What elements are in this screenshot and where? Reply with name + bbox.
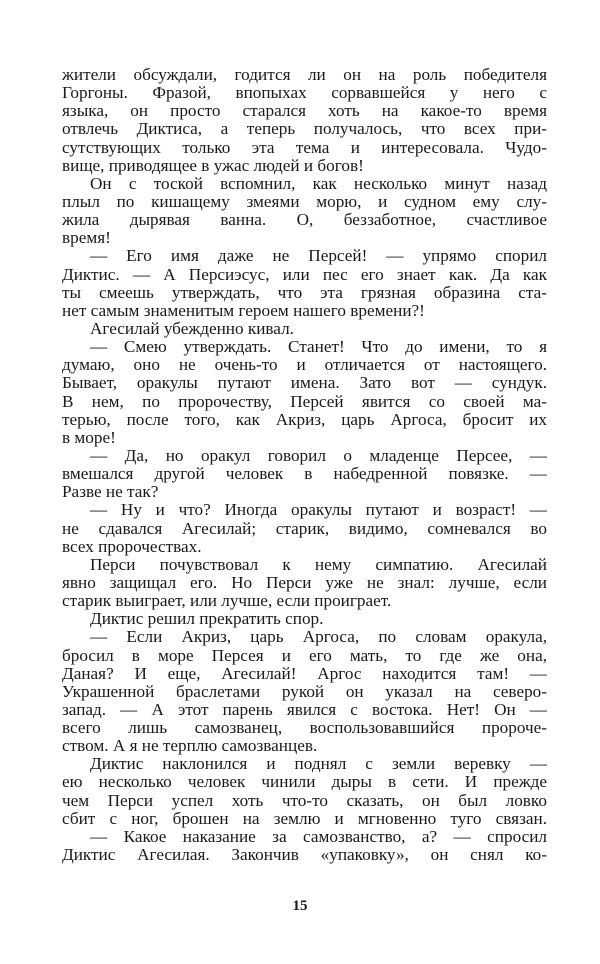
text-line: — Смею утверждать. Станет! Что до имени, то я bbox=[90, 337, 547, 357]
text-line: запад. — А этот парень явился с востока. Нет! Он — bbox=[62, 699, 547, 719]
text-line: языка, он просто старался хоть на какое-то время bbox=[62, 101, 547, 121]
text-line: — Если Акриз, царь Аргоса, по словам оракула, bbox=[90, 627, 547, 647]
text-line: старик выиграет, или лучше, если проиграет. bbox=[62, 591, 392, 611]
text-line: жила дырявая ванна. О, беззаботное, счастливое bbox=[62, 210, 547, 230]
text-line: — Ну и что? Иногда оракулы путают и возраст! — bbox=[90, 500, 547, 520]
text-line: Разве не так? bbox=[62, 482, 159, 502]
text-line: бросил в море Персея и его мать, то где же она, bbox=[62, 645, 547, 665]
page-number: 15 bbox=[292, 898, 308, 914]
text-line: — Какое наказание за самозванство, а? — спросил bbox=[90, 826, 547, 846]
text-line: — Его имя даже не Персей! — упрямо спорил bbox=[90, 246, 547, 266]
text-line: Бывает, оракулы путают имена. Зато вот — сундук. bbox=[62, 373, 547, 393]
text-line: Перси почувствовал к нему симпатию. Агесилай bbox=[90, 554, 547, 574]
text-line: всех пророчествах. bbox=[62, 536, 202, 556]
text-line: Диктис наклонился и поднял с земли веревку — bbox=[90, 754, 547, 774]
text-line: терью, после того, как Акриз, царь Аргоса, бросит их bbox=[62, 409, 547, 429]
text-line: время! bbox=[62, 228, 111, 248]
text-line: сутствующих только эта тема и интересовала. Чудо- bbox=[62, 137, 547, 157]
text-line: чем Перси успел хоть что-то сказать, он был ловко bbox=[62, 790, 547, 810]
text-line: в море! bbox=[62, 427, 116, 447]
text-line: всего лишь самозванец, воспользовавшийся пророче- bbox=[62, 718, 547, 738]
text-line: Украшенной браслетами рукой он указал на северо- bbox=[62, 681, 547, 701]
text-line: Агесилай убежденно кивал. bbox=[90, 318, 294, 338]
text-line: Даная? И еще, Агесилай! Аргос находится там! — bbox=[62, 663, 547, 683]
text-line: Диктис. — А Персиэсус, или пес его знает как. Да как bbox=[62, 264, 547, 284]
page-text-body bbox=[62, 66, 547, 864]
text-line: жители обсуждали, годится ли он на роль победителя bbox=[62, 65, 547, 84]
text-line: явно защищал его. Но Перси уже не знал: лучше, если bbox=[62, 572, 547, 592]
text-line: ты смеешь утверждать, что эта грязная образина ста- bbox=[62, 282, 547, 302]
text-line: плыл по кишащему змеями морю, и судном ему слу- bbox=[62, 191, 547, 211]
text-line: нет самым знаменитым героем нашего времени?! bbox=[62, 300, 425, 320]
text-line: вмешался другой человек в набедренной повязке. — bbox=[62, 464, 547, 484]
text-line: отвлечь Диктиса, а теперь получалось, что всех при- bbox=[62, 119, 547, 139]
text-line: сбит с ног, брошен на землю и мгновенно туго связан. bbox=[62, 808, 547, 828]
text-line: Диктис Агесилая. Закончив «упаковку», он снял ко- bbox=[62, 845, 547, 865]
text-line: ею несколько человек чинили дыры в сети. И прежде bbox=[62, 772, 547, 792]
text-line: Горгоны. Фразой, впопыхах сорвавшейся у него с bbox=[62, 83, 547, 103]
text-line: не сдавался Агесилай; старик, видимо, сомневался во bbox=[62, 518, 547, 538]
text-line: ством. А я не терплю самозванцев. bbox=[62, 736, 318, 756]
text-line: Диктис решил прекратить спор. bbox=[90, 609, 324, 629]
text-line: В нем, по пророчеству, Персей явится со своей ма- bbox=[62, 391, 547, 411]
text-line: вище, приводящее в ужас людей и богов! bbox=[62, 155, 364, 175]
text-line: Он с тоской вспомнил, как несколько минут назад bbox=[90, 173, 547, 193]
text-line: думаю, оно не очень-то и отличается от настоящего. bbox=[62, 355, 547, 375]
text-line: — Да, но оракул говорил о младенце Персее, — bbox=[90, 445, 547, 465]
